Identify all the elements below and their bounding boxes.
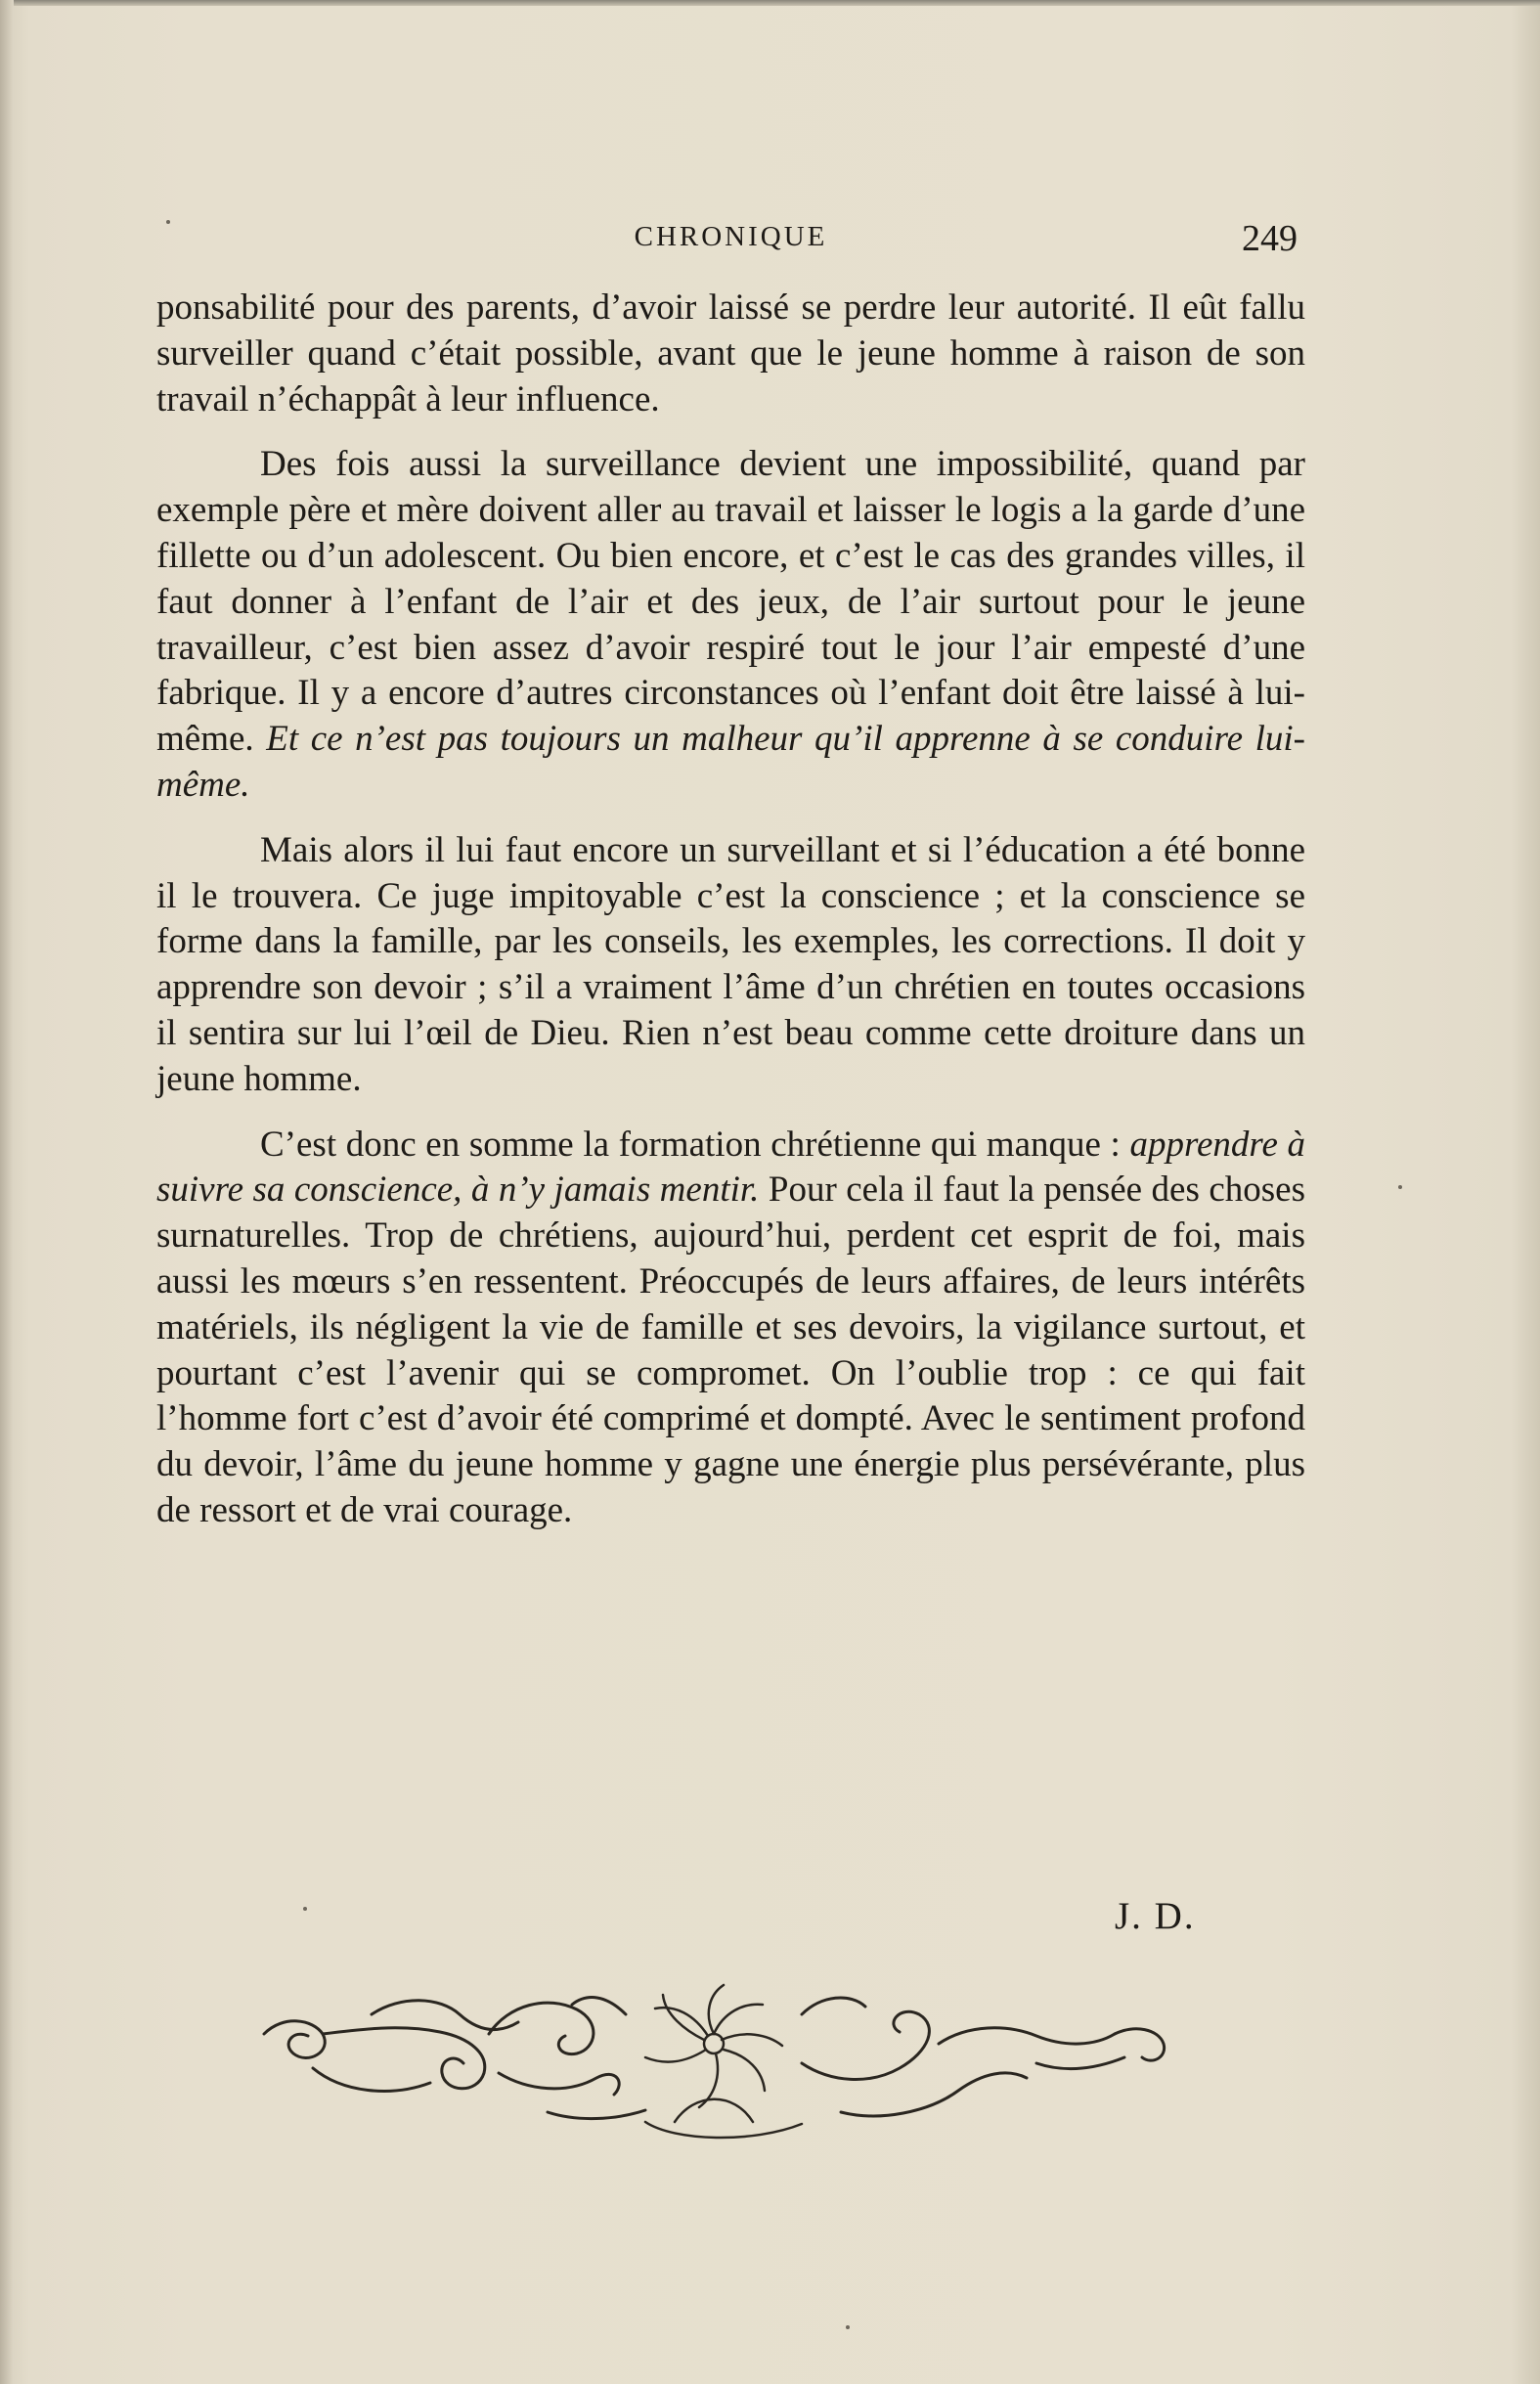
ink-speck xyxy=(303,1907,307,1911)
paragraph-2-text: Des fois aussi la surveillance devient une impossibilité, quand par exemple père et mère doivent aller au travail et laisser le logis a la garde d’une fillette ou d’un adolescent. Ou bien encore, et c’est le cas des grandes villes, il faut donner à l’enfant de l’air et des jeux, de l’air surtout pour le jeune travailleur, c’est bien assez d’avoir respiré tout le jour l’air empesté d’une fabrique. Il y a encore d’autres circonstances où l’enfant doit être laissé à lui-même. xyxy=(156,444,1305,760)
running-head: CHRONIQUE xyxy=(634,221,828,252)
paragraph-3: Mais alors il lui faut encore un surveillant et si l’éducation a été bonne il le trouvera. Ce juge impitoyable c’est la conscience ; et la conscience se forme dans la famille, par les conseils, les exemples, les corrections. Il doit y apprendre son devoir ; s’il a vraiment l’âme d’un chrétien en toutes occasions il sentira sur lui l’œil de Dieu. Rien n’est beau comme cette droiture dans un jeune homme. xyxy=(156,829,1305,1099)
page-binding-edge xyxy=(0,0,14,2384)
fleuron-icon xyxy=(254,1975,1173,2151)
central-flower xyxy=(645,1985,802,2138)
paragraph-1: ponsabilité pour des parents, d’avoir laissé se perdre leur autorité. Il eût fallu surveiller quand c’était possible, avant que le jeune homme à raison de son travail n’échappât à leur influence. xyxy=(156,287,1305,419)
page-top-edge xyxy=(0,0,1540,6)
ink-speck xyxy=(1398,1185,1402,1189)
ink-speck xyxy=(166,220,170,224)
paragraph-4-text-a: C’est donc en somme la formation chrétienne qui manque : xyxy=(260,1124,1130,1165)
paragraph-4-text-b: Pour cela il faut la pensée des choses surnaturelles. Trop de chrétiens, aujourd’hui, perdent cet esprit de foi, mais aussi les mœurs s’en ressentent. Préoccupés de leurs affaires, de leurs intérêts matériels, ils négligent la vie de famille et ses devoirs, la vigilance surtout, et pourtant c’est l’avenir qui se compromet. On l’oublie trop : ce qui fait l’homme fort c’est d’avoir été comprimé et dompté. Avec le sentiment profond du devoir, l’âme du jeune homme y gagne une énergie plus persévérante, plus de ressort et de vrai courage. xyxy=(156,1170,1305,1530)
paragraph-4 xyxy=(156,1123,1305,1534)
paragraph-4-italic: apprendre à suivre sa conscience, à n’y jamais mentir. xyxy=(156,1124,1305,1211)
page-header xyxy=(156,213,1305,272)
paragraph-2-italic: Et ce n’est pas toujours un malheur qu’il apprenne à se conduire lui-même. xyxy=(156,719,1305,805)
author-signature: J. D. xyxy=(1115,1895,1196,1937)
article-body xyxy=(156,286,1305,1534)
paragraph-2 xyxy=(156,442,1305,808)
ink-speck xyxy=(846,2325,850,2329)
page-number: 249 xyxy=(1242,218,1298,259)
